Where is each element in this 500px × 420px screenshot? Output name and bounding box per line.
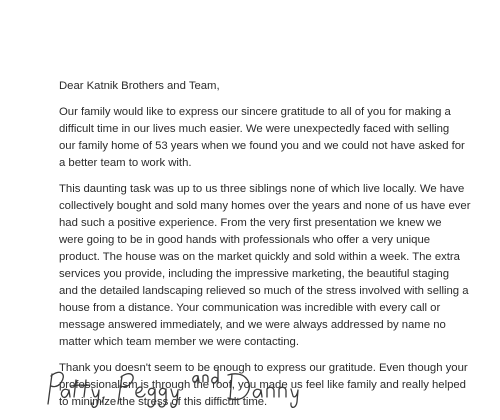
text-line: to minimize the stress of this difficult time. (59, 396, 268, 408)
signature-drawing (38, 360, 478, 410)
text-line: were going to be in good hands with professionals who offer a very unique (59, 234, 431, 246)
text-line: and the detailed landscaping relieved so much of the stress involved with selling a (59, 285, 469, 297)
text-line: house from a distance. Your communication was incredible with every call or (59, 302, 441, 314)
text-line: our family home of 53 years when we found you and we could not have asked for (59, 140, 465, 152)
paragraph-2 (59, 181, 491, 351)
text-line: message answered immediately, and we were always addressed by name no (59, 319, 446, 331)
text-line: This daunting task was up to us three siblings none of which live locally. We have (59, 183, 465, 195)
handwritten-signature (38, 360, 478, 410)
text-line: professionalism is through the roof, you made us feel like family and really helped (59, 379, 466, 391)
text-line: matter which team member we were contacting. (59, 336, 299, 348)
paragraph-1 (59, 104, 491, 172)
text-line: difficult time in our lives much easier. We were unexpectedly faced with selling (59, 123, 450, 135)
text-line: services you provide, including the impressive marketing, the beautiful staging (59, 268, 449, 280)
text-line: had such a positive experience. From the very first presentation we knew we (59, 217, 442, 229)
text-line: a better team to work with. (59, 157, 192, 169)
salutation: Dear Katnik Brothers and Team, (59, 80, 220, 92)
text-line: product. The house was on the market quickly and sold within a week. The extra (59, 251, 460, 263)
text-line: Our family would like to express our sincere gratitude to all of you for making a (59, 106, 451, 118)
text-line: Thank you doesn't seem to be enough to express our gratitude. Even though your (59, 362, 468, 374)
text-line: collectively bought and sold many homes over the years and none of us have ever (59, 200, 471, 212)
